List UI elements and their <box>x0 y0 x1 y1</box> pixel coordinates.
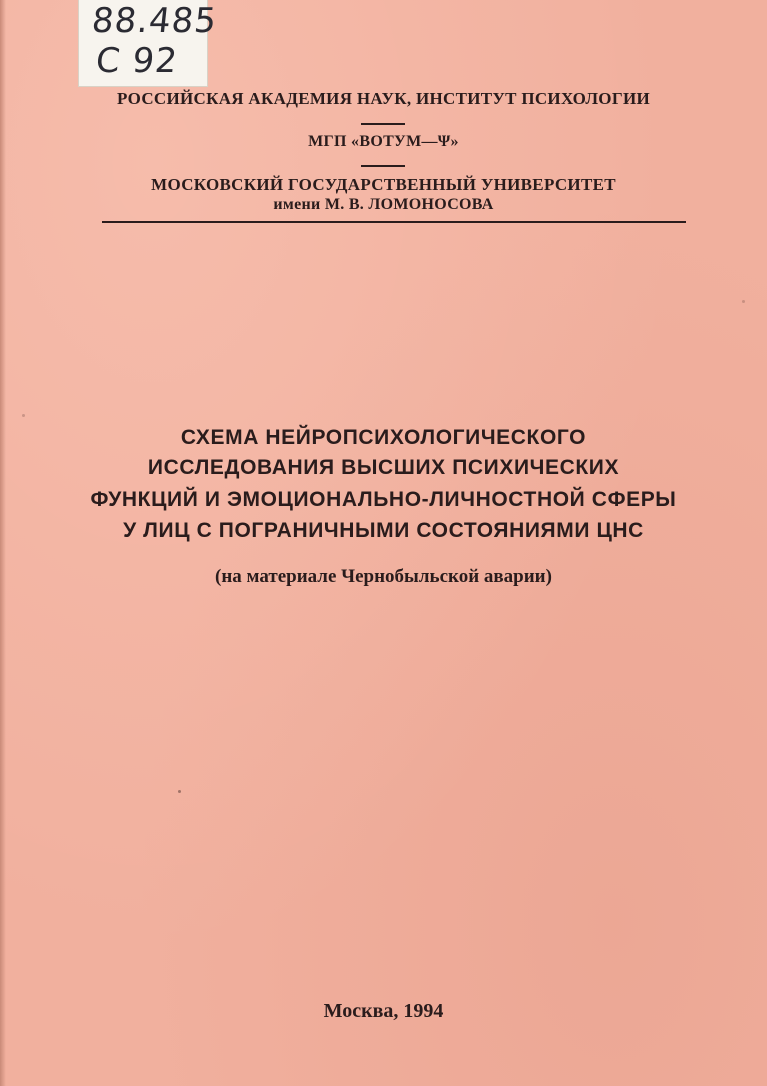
cover-speck <box>22 414 25 417</box>
title-line-1: СХЕМА НЕЙРОПСИХОЛОГИЧЕСКОГО <box>180 426 587 449</box>
header-university-name: имени М. В. ЛОМОНОСОВА <box>273 196 494 213</box>
shelfmark-line-1: 88.485 <box>89 1 220 41</box>
cover-edge-shadow <box>0 0 6 1086</box>
header-university: МОСКОВСКИЙ ГОСУДАРСТВЕННЫЙ УНИВЕРСИТЕТ <box>151 175 616 194</box>
title-line-2: ИССЛЕДОВАНИЯ ВЫСШИХ ПСИХИЧЕСКИХ <box>147 456 620 479</box>
cover-speck <box>178 790 181 793</box>
title-line-4: У ЛИЦ С ПОГРАНИЧНЫМИ СОСТОЯНИЯМИ ЦНС <box>123 519 644 542</box>
header-divider-1 <box>361 123 405 125</box>
header-institution: РОССИЙСКАЯ АКАДЕМИЯ НАУК, ИНСТИТУТ ПСИХОЛОГИИ <box>117 89 650 108</box>
subtitle: (на материале Чернобыльской аварии) <box>215 566 552 587</box>
header-divider-2 <box>361 165 405 167</box>
shelfmark-line-2: С 92 <box>93 41 180 81</box>
imprint-place-year: Москва, 1994 <box>323 1000 444 1022</box>
cover-speck <box>742 300 745 303</box>
header-rule <box>102 221 686 223</box>
header-publisher: МГП «ВОТУМ—Ψ» <box>308 133 459 150</box>
title-line-3: ФУНКЦИЙ И ЭМОЦИОНАЛЬНО-ЛИЧНОСТНОЙ СФЕРЫ <box>90 488 677 511</box>
